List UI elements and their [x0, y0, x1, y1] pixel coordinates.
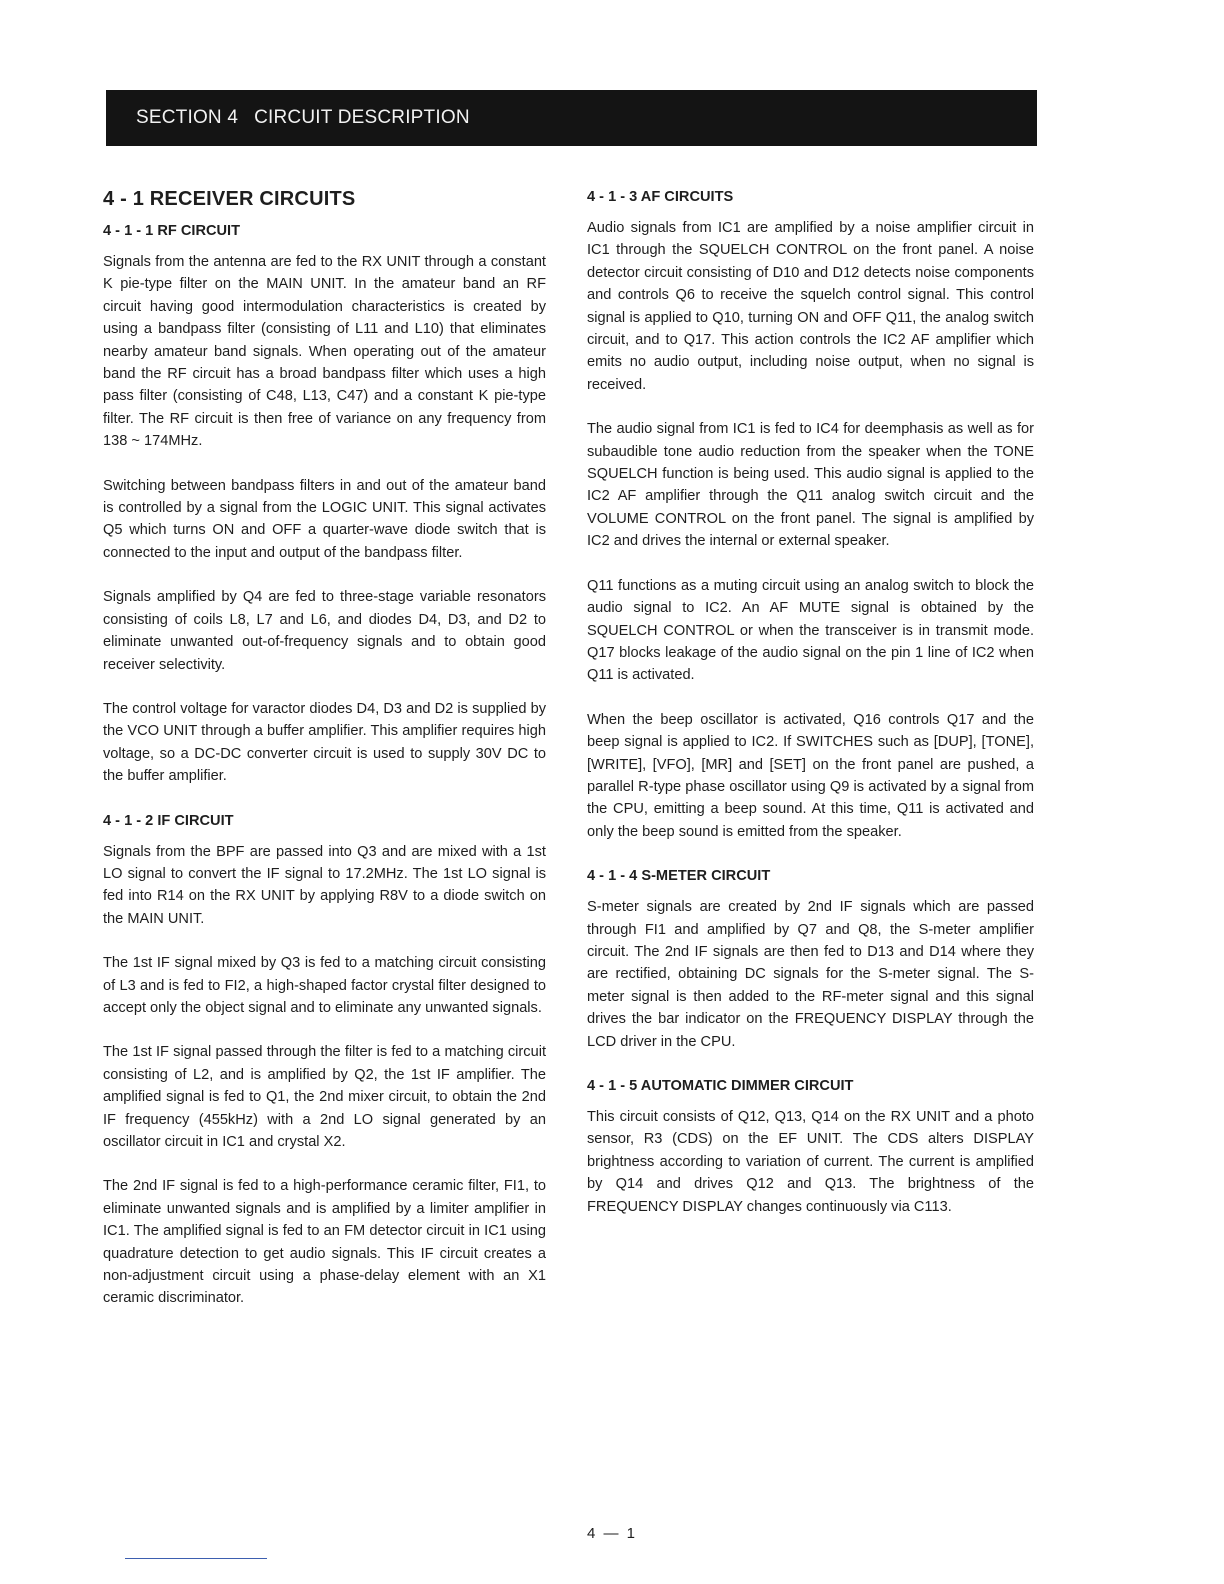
paragraph: Audio signals from IC1 are amplified by a noise amplifier circuit in IC1 through the SQUELCH CONTROL on the front panel. A noise detector circuit consisting of D10 and D12 detects noise components and controls Q6 to receive the squelch control signal. This control signal is applied to Q10, turning ON and OFF Q11, the analog switch circuit, and to Q17. This action controls the IC2 AF amplifier which emits no audio output, including noise output, when no signal is received.	[587, 220, 1034, 393]
right-column	[587, 186, 1034, 1240]
af-circuits-section	[587, 186, 1034, 843]
af-circuits-heading: 4 - 1 - 3 AF CIRCUITS	[587, 189, 734, 205]
section-label: SECTION 4	[136, 107, 239, 128]
paragraph: The control voltage for varactor diodes D4, D3 and D2 is supplied by the VCO UNIT through a buffer amplifier. This amplifier requires high voltage, so a DC-DC converter circuit is used to supply 30V DC to the buffer amplifier.	[103, 700, 546, 785]
paragraph: Switching between bandpass filters in and out of the amateur band is controlled by a signal from the LOGIC UNIT. This signal activates Q5 which turns ON and OFF a quarter-wave diode switch that is connected to the input and output of the bandpass filter.	[103, 477, 546, 561]
dimmer-heading: 4 - 1 - 5 AUTOMATIC DIMMER CIRCUIT	[587, 1078, 854, 1094]
paragraph: This circuit consists of Q12, Q13, Q14 on the RX UNIT and a photo sensor, R3 (CDS) on the EF UNIT. The CDS alters DISPLAY brightness according to variation of current. The current is amplified by Q14 and drives Q12 and Q13. The brightness of the FREQUENCY DISPLAY changes continuously via C113.	[587, 1109, 1034, 1215]
paragraph: The audio signal from IC1 is fed to IC4 for deemphasis as well as for subaudible tone audio reduction from the speaker when the TONE SQUELCH function is being used. This audio signal is applied to the IC2 AF amplifier through the Q11 analog switch circuit and the VOLUME CONTROL on the front panel. The signal is amplified by IC2 and drives the internal or external speaker.	[587, 421, 1034, 550]
rf-circuit-heading: 4 - 1 - 1 RF CIRCUIT	[103, 223, 241, 239]
paragraph: When the beep oscillator is activated, Q16 controls Q17 and the beep signal is applied to IC2. If SWITCHES such as [DUP], [TONE], [WRITE], [VFO], [MR] and [SET] on the front panel are pushed, a parallel R-type phase oscillator using Q9 is activated by a signal from the CPU, emitting a beep sound. At this time, Q11 is activated and only the beep sound is emitted from the speaker.	[587, 711, 1034, 840]
paragraph: The 2nd IF signal is fed to a high-performance ceramic filter, FI1, to eliminate unwanted signals and is amplified by a limiter amplifier in IC1. The amplified signal is fed to an FM detector circuit in IC1 using quadrature detection to get audio signals. This IF circuit creates a non-adjustment circuit using a phase-delay element with an X1 ceramic discriminator.	[103, 1178, 546, 1307]
s-meter-heading: 4 - 1 - 4 S-METER CIRCUIT	[587, 868, 771, 885]
dimmer-section	[587, 1075, 1034, 1218]
paragraph: S-meter signals are created by 2nd IF signals which are passed through FI1 and amplified by Q7 and Q8, the S-meter amplifier circuit. The 2nd IF signals are then fed to D13 and D14 where they are rectified, obtaining DC signals for the S-meter signal. The S-meter signal is then added to the RF-meter signal and this signal drives the bar indicator on the FREQUENCY DISPLAY through the LCD driver in the CPU.	[587, 899, 1034, 1050]
page-number: 4 — 1	[586, 1525, 638, 1542]
s-meter-section	[587, 865, 1034, 1053]
rf-circuit-section	[103, 220, 546, 788]
paragraph: Signals from the antenna are fed to the RX UNIT through a constant K pie-type filter on the MAIN UNIT. In the amateur band an RF circuit having good intermodulation characteristics is created by using a bandpass filter (consisting of L11 and L10) that eliminates nearby amateur band signals. When operating out of the amateur band the RF circuit has a broad bandpass filter which uses a high pass filter (consisting of C48, L13, C47) and a constant K pie-type filter. The RF circuit is then free of variance on any frequency from 138 ~ 174MHz.	[103, 254, 546, 450]
main-heading: 4 - 1 RECEIVER CIRCUITS	[103, 188, 356, 210]
footer-rule	[125, 1558, 267, 1559]
paragraph: Signals from the BPF are passed into Q3 and are mixed with a 1st LO signal to convert the IF signal to 17.2MHz. The 1st LO signal is fed into R14 on the RX UNIT by applying R8V to a diode switch on the MAIN UNIT.	[103, 843, 546, 927]
paragraph: Signals amplified by Q4 are fed to three-stage variable resonators consisting of coils L8, L7 and L6, and diodes D4, D3, and D2 to eliminate unwanted out-of-frequency signals and to obtain good receiver selectivity.	[103, 589, 546, 673]
if-circuit-section	[103, 810, 546, 1310]
paragraph: Q11 functions as a muting circuit using an analog switch to block the audio signal to IC2. An AF MUTE signal is obtained by the SQUELCH CONTROL or when the transceiver is in transmit mode. Q17 blocks leakage of the audio signal on the pin 1 line of IC2 when Q11 is activated.	[587, 577, 1034, 684]
if-circuit-heading: 4 - 1 - 2 IF CIRCUIT	[103, 812, 234, 829]
section-banner	[106, 90, 1037, 146]
left-column	[103, 186, 546, 1332]
paragraph: The 1st IF signal passed through the filter is fed to a matching circuit consisting of L2, and is amplified by Q2, the 1st IF amplifier. The amplified signal is fed to Q1, the 2nd mixer circuit, to obtain the 2nd IF frequency (455kHz) with a 2nd LO signal generated by an oscillator circuit in IC1 and crystal X2.	[103, 1044, 546, 1150]
paragraph: The 1st IF signal mixed by Q3 is fed to a matching circuit consisting of L3 and is fed to FI2, a high-shaped factor crystal filter designed to accept only the object signal and to eliminate any unwanted signals.	[103, 955, 546, 1016]
section-title: CIRCUIT DESCRIPTION	[254, 107, 470, 128]
